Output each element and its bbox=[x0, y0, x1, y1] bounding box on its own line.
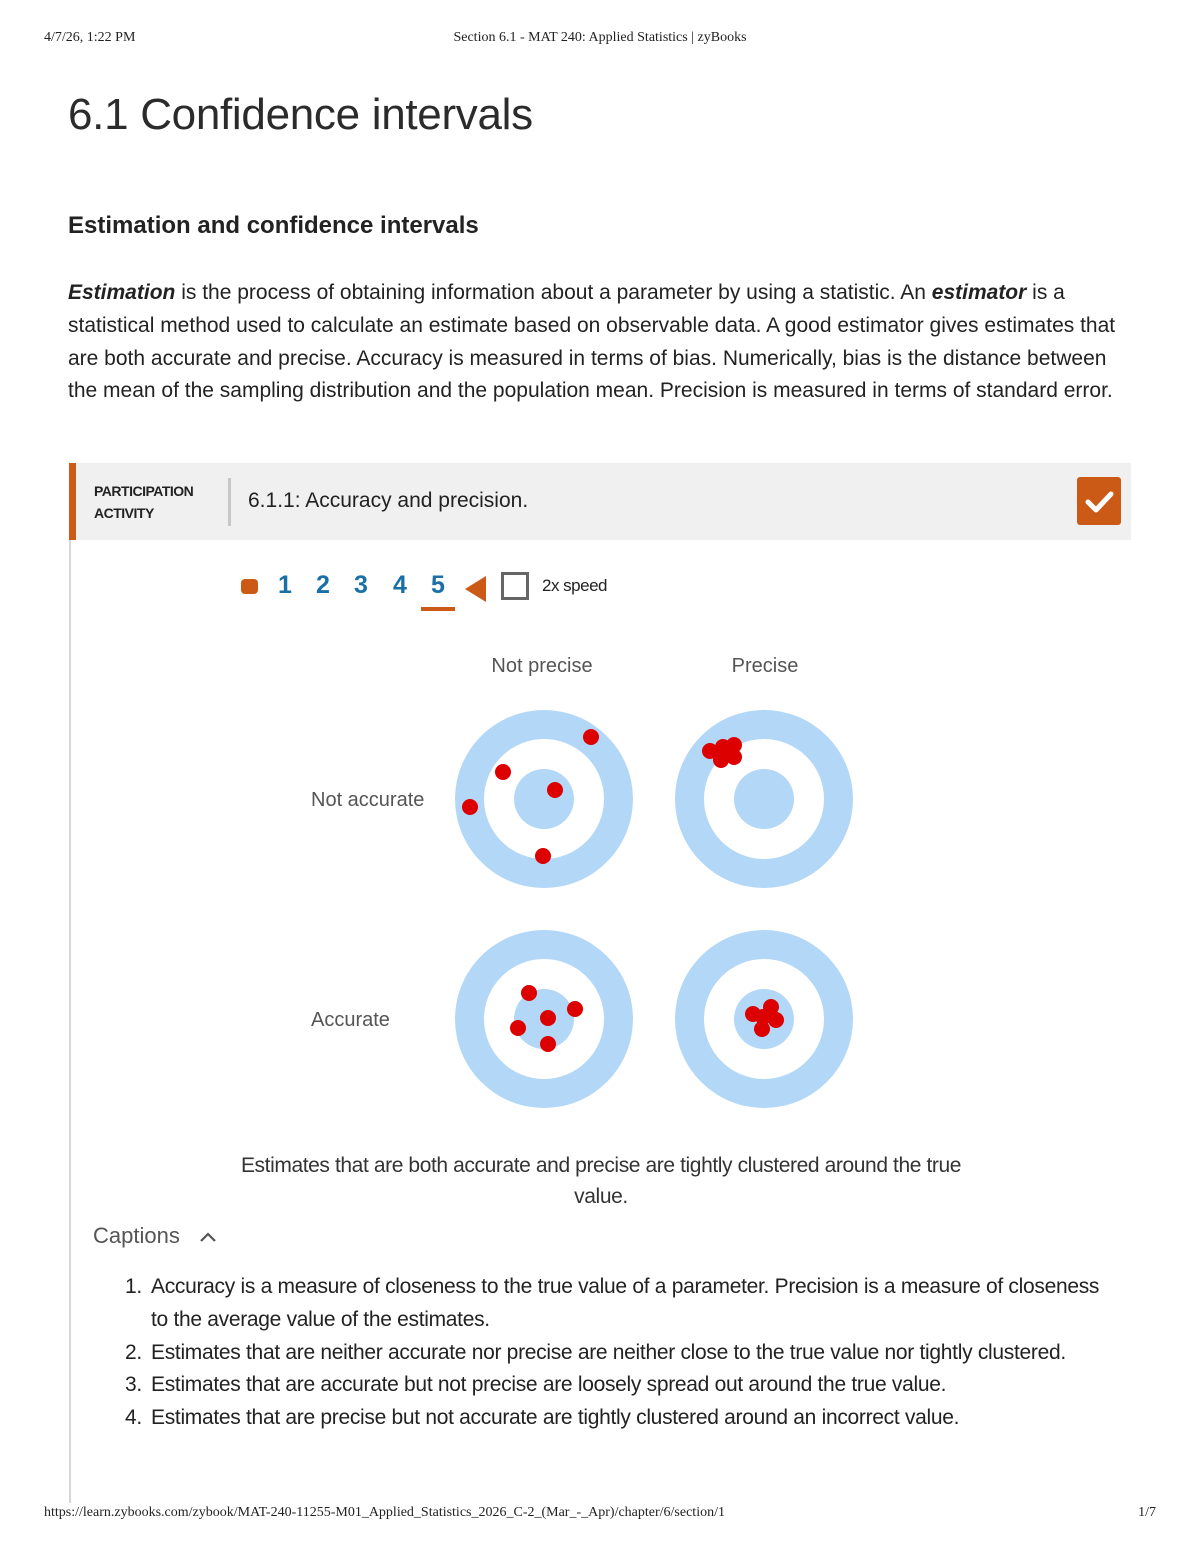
captions-label: Captions bbox=[93, 1223, 180, 1248]
section-heading: Estimation and confidence intervals bbox=[68, 212, 479, 239]
print-footer bbox=[44, 1505, 1156, 1525]
estimate-dot bbox=[540, 1010, 556, 1026]
estimate-dot bbox=[755, 1009, 771, 1025]
print-header bbox=[44, 30, 1156, 50]
print-url: https://learn.zybooks.com/zybook/MAT-240-11255-M01_Applied_Statistics_2026_C-2_(Mar_-_Apr)/chapter/6/section/1 bbox=[44, 1505, 725, 1520]
captions-toggle[interactable] bbox=[93, 1223, 180, 1249]
animation-caption: Estimates that are both accurate and precise are tightly clustered around the true value. bbox=[240, 1154, 962, 1208]
caption-item bbox=[125, 1402, 1111, 1435]
caption-item bbox=[125, 1271, 1111, 1337]
participation-activity bbox=[69, 463, 1131, 1503]
estimate-dot bbox=[583, 729, 599, 745]
estimate-dot bbox=[567, 1001, 583, 1017]
intro-text-1: is the process of obtaining information about a parameter by using a statistic. An bbox=[175, 281, 932, 304]
activity-title: 6.1.1: Accuracy and precision. bbox=[248, 489, 529, 512]
target-accurate-precise bbox=[675, 930, 853, 1108]
term-estimator: estimator bbox=[931, 281, 1027, 304]
estimate-dot bbox=[535, 848, 551, 864]
activity-type-line-1: PARTICIPATION bbox=[94, 483, 194, 499]
step-button-4[interactable]: 4 bbox=[393, 571, 407, 599]
chevron-up-icon bbox=[199, 1231, 217, 1243]
step-button-3[interactable]: 3 bbox=[354, 571, 368, 599]
estimate-dot bbox=[540, 1036, 556, 1052]
speed-label: 2x speed bbox=[542, 576, 607, 595]
estimate-dot bbox=[462, 799, 478, 815]
stop-icon[interactable] bbox=[241, 579, 258, 594]
row-header-accurate: Accurate bbox=[311, 1009, 390, 1031]
caption-item bbox=[125, 1337, 1111, 1370]
back-icon[interactable] bbox=[462, 574, 488, 604]
accuracy-precision-figure bbox=[271, 643, 971, 1123]
estimate-dot bbox=[713, 752, 729, 768]
caption-text: Estimates that are accurate but not precise are loosely spread out around the true value. bbox=[151, 1373, 947, 1397]
step-button-1[interactable]: 1 bbox=[278, 571, 292, 599]
caption-number: 4. bbox=[125, 1406, 142, 1430]
header-divider bbox=[228, 478, 231, 526]
estimate-dot bbox=[521, 985, 537, 1001]
check-icon bbox=[1077, 477, 1121, 525]
step-button-5[interactable]: 5 bbox=[431, 571, 445, 599]
activity-type-label bbox=[94, 480, 224, 524]
print-page-number: 1/7 bbox=[1138, 1505, 1156, 1520]
active-step-indicator bbox=[421, 607, 455, 611]
target-not-accurate-not-precise bbox=[455, 710, 633, 888]
activity-header bbox=[69, 463, 1131, 540]
speed-checkbox[interactable] bbox=[501, 572, 529, 600]
estimate-dot bbox=[547, 782, 563, 798]
step-button-2[interactable]: 2 bbox=[316, 571, 330, 599]
page-title: 6.1 Confidence intervals bbox=[68, 90, 533, 139]
caption-text: Accuracy is a measure of closeness to the true value of a parameter. Precision is a measure of closeness to the average value of the estimates. bbox=[151, 1275, 1100, 1331]
target-not-accurate-precise bbox=[675, 710, 853, 888]
term-estimation: Estimation bbox=[68, 281, 176, 304]
target-accurate-not-precise bbox=[455, 930, 633, 1108]
row-header-not-accurate: Not accurate bbox=[311, 789, 425, 811]
col-header-precise: Precise bbox=[731, 655, 799, 677]
caption-text: Estimates that are precise but not accurate are tightly clustered around an incorrect value. bbox=[151, 1406, 960, 1430]
caption-number: 3. bbox=[125, 1373, 142, 1397]
caption-item bbox=[125, 1369, 1111, 1402]
completion-badge bbox=[1077, 477, 1121, 525]
intro-text-2: is a statistical method used to calculate an estimate based on observable data. A good estimator gives estimates that are both accurate and precise. Accuracy is measured in terms of bias. Numerically, bias is the distance between the mean of the sampling distribution and the population mean. Precision is measured in terms of standard error. bbox=[68, 281, 1116, 403]
intro-paragraph bbox=[68, 277, 1128, 408]
estimate-dot bbox=[510, 1020, 526, 1036]
caption-number: 2. bbox=[125, 1340, 142, 1364]
animation-player-controls bbox=[238, 571, 688, 617]
activity-type-line-2: ACTIVITY bbox=[94, 505, 154, 521]
col-header-not-precise: Not precise bbox=[491, 655, 593, 677]
print-doc-title: Section 6.1 - MAT 240: Applied Statistics | zyBooks bbox=[453, 30, 747, 45]
caption-number: 1. bbox=[125, 1275, 142, 1298]
print-datetime: 4/7/26, 1:22 PM bbox=[44, 30, 136, 45]
caption-text: Estimates that are neither accurate nor precise are neither close to the true value nor tightly clustered. bbox=[151, 1340, 1066, 1364]
captions-list bbox=[125, 1271, 1111, 1435]
estimate-dot bbox=[726, 737, 742, 753]
estimate-dot bbox=[495, 764, 511, 780]
